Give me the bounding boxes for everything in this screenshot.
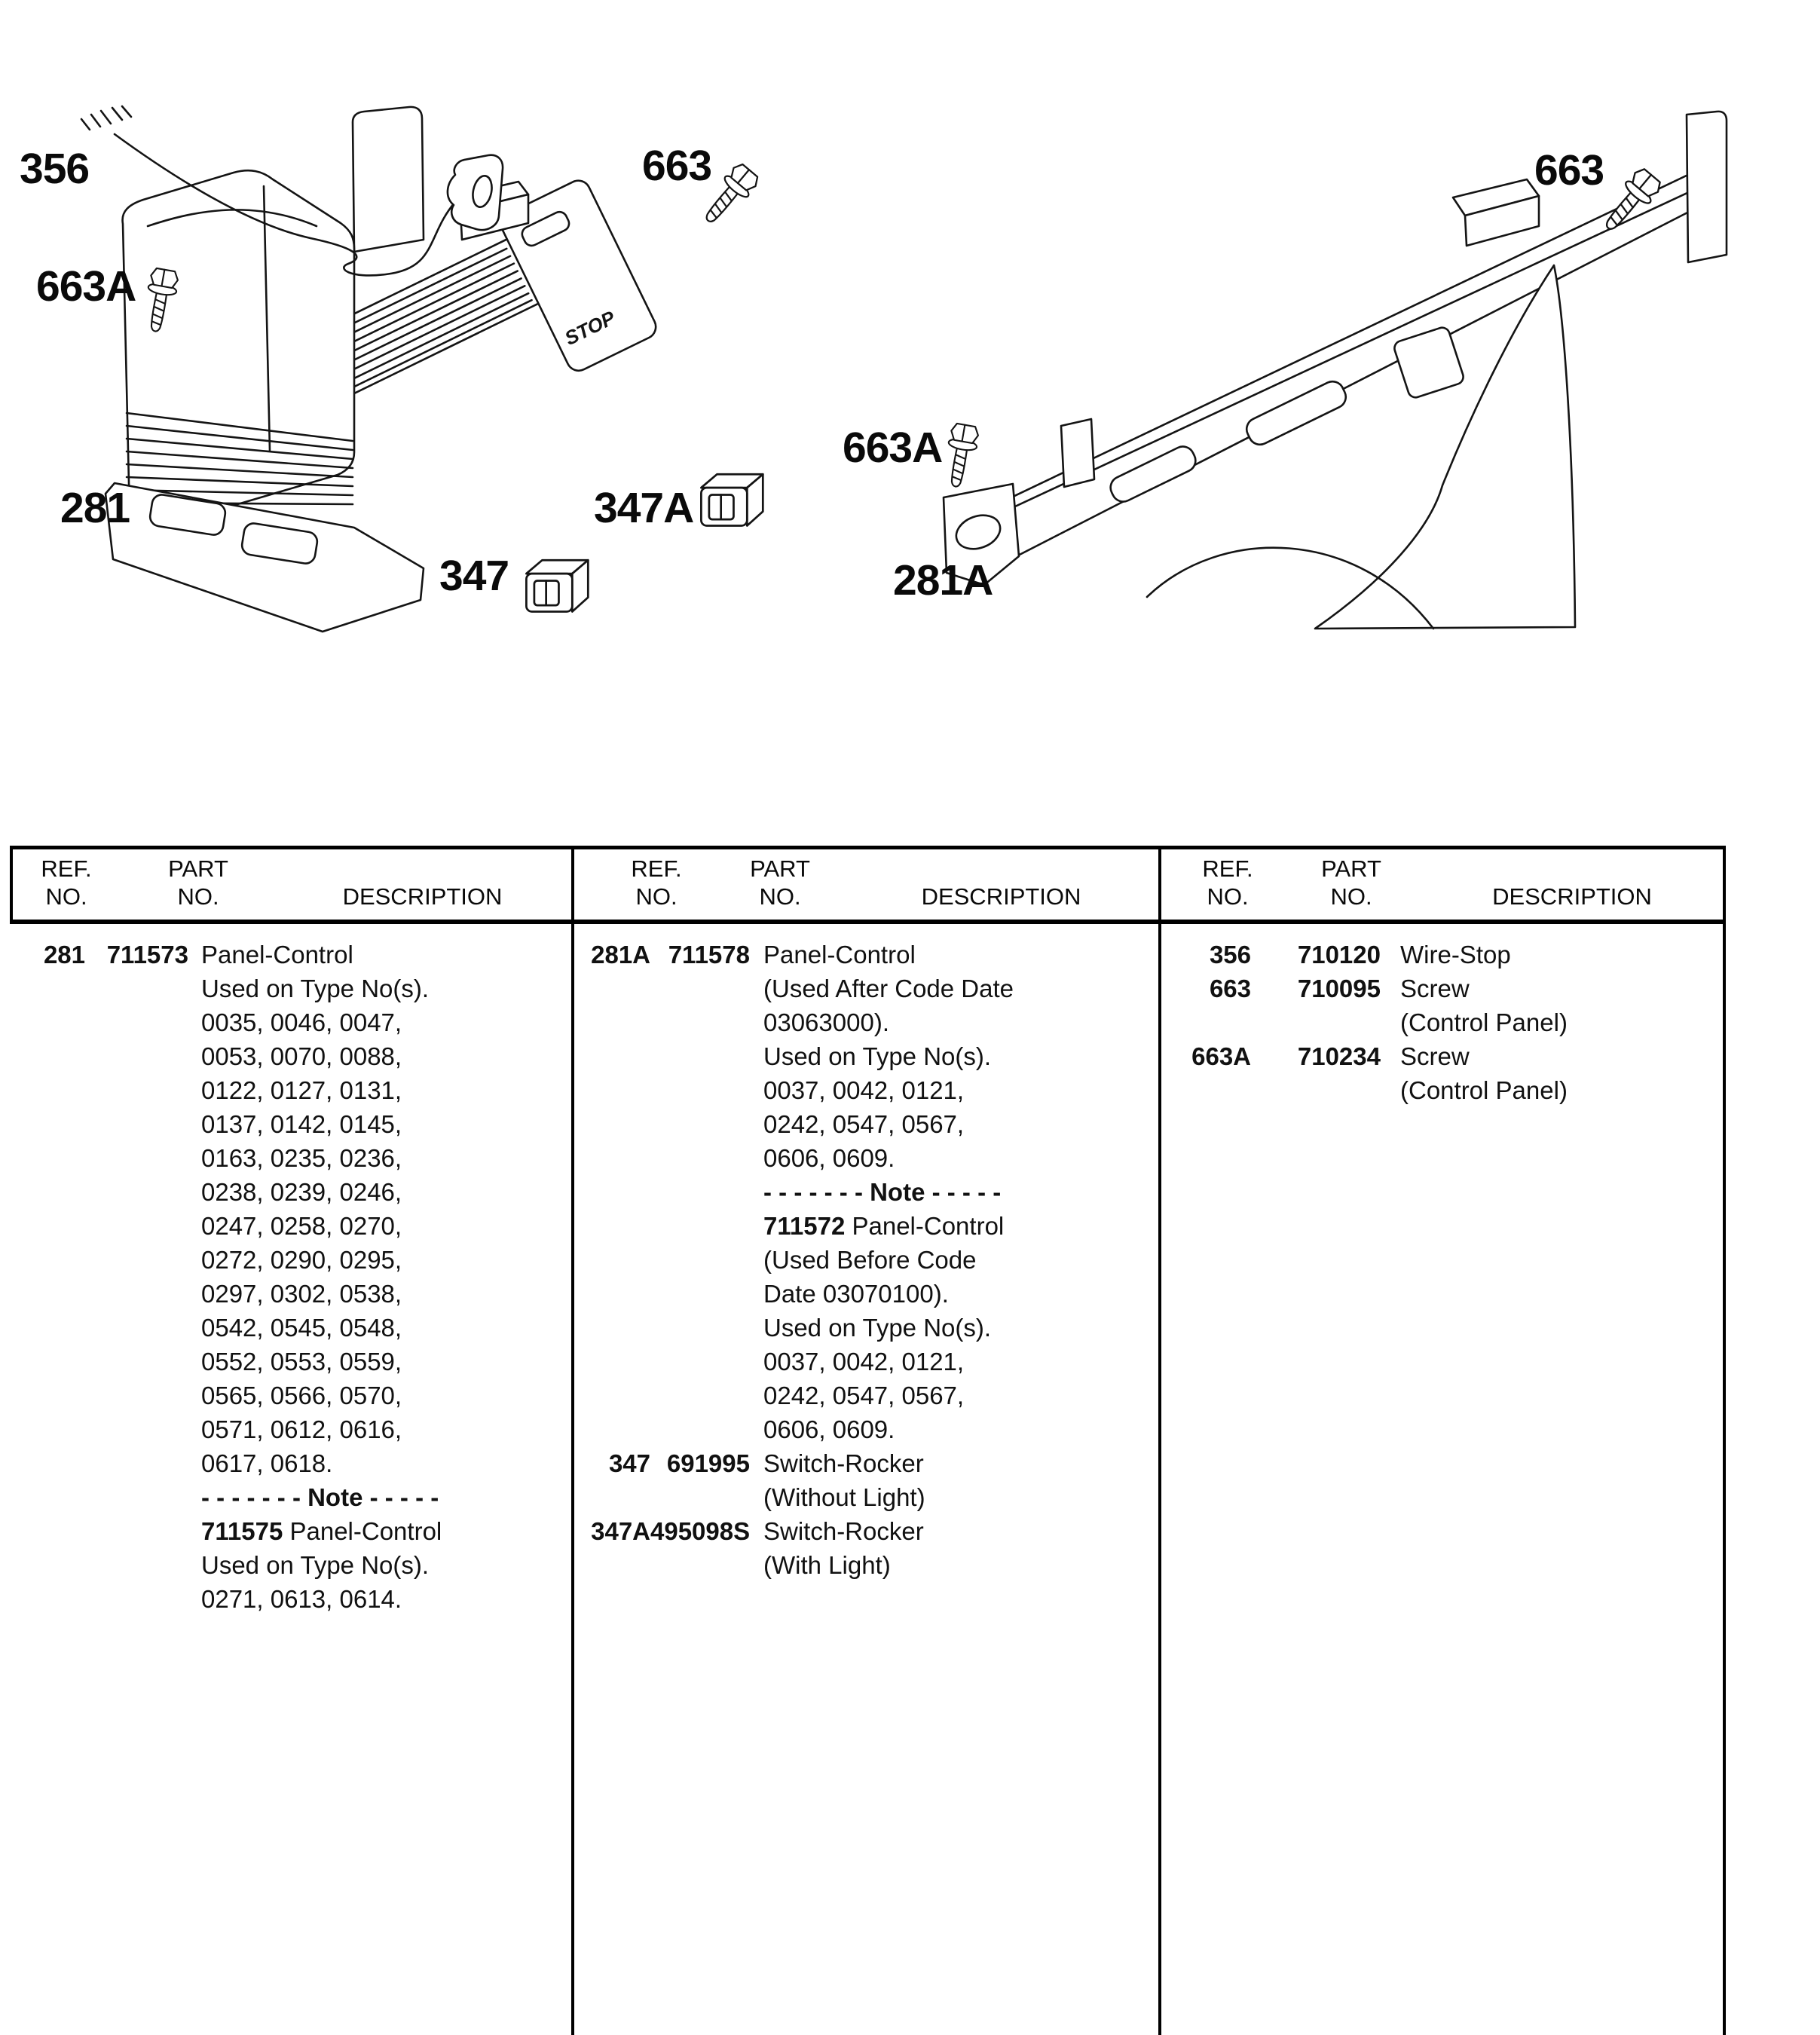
ref-no-cell: 347 — [608, 1449, 650, 1477]
part-no-cell: 710234 — [1297, 1042, 1381, 1070]
rocker-switch-icon — [701, 474, 763, 525]
description-cell: Screw (Control Panel) — [1400, 975, 1568, 1036]
header-ref-no: REF. NO. — [631, 855, 682, 910]
rocker-switch-icon — [526, 560, 588, 611]
ref-no-cell: 663 — [1209, 975, 1251, 1002]
table-row — [1161, 1039, 1724, 1107]
table-header-col2 — [573, 855, 1158, 910]
ref-label-281: 281 — [60, 484, 130, 532]
header-description: DESCRIPTION — [921, 883, 1081, 910]
part-no-cell: 710120 — [1297, 941, 1381, 969]
table-header-rule — [10, 920, 1726, 924]
ref-label-663a-left: 663A — [36, 262, 136, 311]
ref-label-663a-right: 663A — [843, 424, 943, 472]
screw-icon — [941, 423, 980, 489]
part-no-cell: 711578 — [668, 941, 750, 969]
table-row — [1161, 972, 1724, 1039]
ref-no-cell: 281A — [591, 941, 650, 969]
parts-list-column-1 — [10, 938, 571, 1616]
header-part-no: PART NO. — [750, 855, 810, 910]
table-row — [1161, 938, 1724, 972]
table-row — [573, 938, 1158, 1446]
ref-no-cell: 356 — [1209, 941, 1251, 969]
header-ref-no: REF. NO. — [41, 855, 92, 910]
header-description: DESCRIPTION — [1492, 883, 1652, 910]
table-row — [573, 1446, 1158, 1514]
part-no-cell: 711573 — [106, 941, 188, 969]
part-no-cell: 495098S — [650, 1517, 751, 1545]
parts-list-column-3 — [1161, 938, 1724, 1107]
parts-list-column-2 — [573, 938, 1158, 1582]
part-no-cell: 710095 — [1297, 975, 1381, 1002]
description-cell: Screw (Control Panel) — [1400, 1042, 1568, 1104]
header-part-no: PART NO. — [1321, 855, 1381, 910]
ref-label-356: 356 — [20, 145, 90, 193]
control-panel-drawing-281a — [944, 112, 1727, 629]
table-header-col3 — [1161, 855, 1724, 910]
ref-no-cell: 663A — [1191, 1042, 1251, 1070]
ref-no-cell: 347A — [591, 1517, 650, 1545]
header-part-no: PART NO. — [168, 855, 228, 910]
ref-label-347a: 347A — [594, 484, 694, 532]
ref-label-281a: 281A — [893, 556, 993, 604]
header-description: DESCRIPTION — [342, 883, 503, 910]
ref-no-cell: 281 — [43, 941, 85, 969]
table-header-col1 — [10, 855, 571, 910]
description-cell: Switch-Rocker (Without Light) — [763, 1449, 925, 1511]
table-row — [573, 1514, 1158, 1582]
table-top-rule — [10, 846, 1726, 849]
part-no-cell: 691995 — [666, 1449, 750, 1477]
header-ref-no: REF. NO. — [1202, 855, 1253, 910]
ref-label-347: 347 — [439, 552, 509, 600]
description-cell: Wire-Stop — [1400, 941, 1511, 969]
stop-label: STOP — [561, 306, 619, 350]
table-row — [10, 938, 571, 1616]
control-panel-cover-drawing-281 — [123, 170, 354, 529]
exploded-parts-diagram — [0, 0, 1820, 814]
base-tray-drawing — [106, 483, 424, 632]
description-cell: Switch-Rocker (With Light) — [763, 1517, 924, 1579]
ref-label-663-right: 663 — [1534, 146, 1604, 194]
description-cell: Panel-Control Used on Type No(s). 0035, 0046, 0047, 0053, 0070, 0088, 0122, 0127, 0131, 0137, 0142, 0145, 0163, 0235, 0236, 0238, 0239, 0246, 0247, 0258, 0270, 0272, 0290, 0295, 0297, 0302, 0538, 0542, 0545, 0548, 0552, 0553, 0559, 0565, 0566, 0570, 0571, 0612, 0616, 0617, 0618. - - - - - - - Note - - - - - 711575 Panel-Control Used on Type No(s). 0271, 0613, 0614. — [201, 941, 442, 1613]
description-cell: Panel-Control (Used After Code Date 03063000). Used on Type No(s). 0037, 0042, 0121, 0242, 0547, 0567, 0606, 0609. - - - - - - - Note - - - - - 711572 Panel-Control (Used Before Code Date 03070100). Used on Type No(s). 0037, 0042, 0121, 0242, 0547, 0567, 0606, 0609. — [763, 941, 1014, 1443]
ref-label-663-mid: 663 — [642, 142, 712, 190]
